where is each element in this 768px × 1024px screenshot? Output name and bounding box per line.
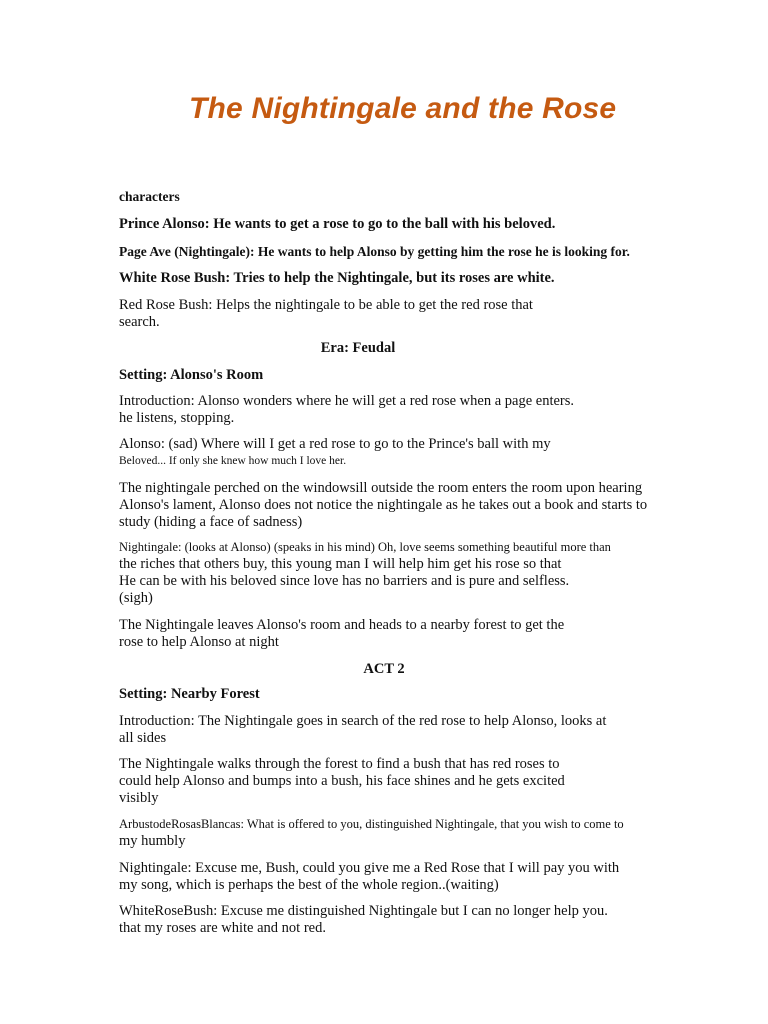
- white-rose-bush-dialogue: [119, 816, 624, 850]
- text-line: visibly: [119, 790, 159, 806]
- text-line: search.: [119, 314, 160, 330]
- text-line: He can be with his beloved since love has no barriers and is pure and selfless.: [119, 573, 570, 589]
- character-page-ave: Page Ave (Nightingale): He wants to help Alonso by getting him the rose he is looking for.: [119, 244, 630, 259]
- nightingale-dialogue-2: [119, 860, 619, 894]
- text-line: the riches that others buy, this young man I will help him get his rose so that: [119, 556, 562, 572]
- character-white-rose-bush: White Rose Bush: Tries to help the Nightingale, but its roses are white.: [119, 270, 555, 286]
- text-line: Introduction: Alonso wonders where he will get a red rose when a page enters.: [119, 393, 575, 409]
- introduction-2: [119, 713, 606, 747]
- text-line: rose to help Alonso at night: [119, 634, 279, 650]
- text-line: that my roses are white and not red.: [119, 920, 326, 936]
- narration-2: [119, 617, 564, 651]
- text-line: WhiteRoseBush: Excuse me distinguished Nightingale but I can no longer help you.: [119, 903, 608, 919]
- character-red-rose-bush: [119, 297, 533, 331]
- narration-3: [119, 756, 565, 807]
- white-rose-bush-reply: [119, 903, 608, 937]
- character-alonso: Prince Alonso: He wants to get a rose to go to the ball with his beloved.: [119, 216, 556, 232]
- act-2-heading: ACT 2: [363, 661, 405, 677]
- setting-nearby-forest: Setting: Nearby Forest: [119, 686, 260, 702]
- text-line: study (hiding a face of sadness): [119, 514, 303, 530]
- text-line: Alonso: (sad) Where will I get a red rose to go to the Prince's ball with my: [119, 436, 551, 452]
- text-line: The nightingale perched on the windowsill outside the room enters the room upon hearing: [119, 480, 643, 496]
- text-line: The Nightingale leaves Alonso's room and heads to a nearby forest to get the: [119, 617, 565, 633]
- alonso-dialogue: [119, 436, 551, 470]
- text-line: he listens, stopping.: [119, 410, 235, 426]
- text-line: Introduction: The Nightingale goes in search of the red rose to help Alonso, looks at: [119, 713, 607, 729]
- text-line: (sigh): [119, 590, 153, 606]
- text-line: Beloved... If only she knew how much I love her.: [119, 455, 347, 467]
- text-line: Alonso's lament, Alonso does not notice the nightingale as he takes out a book and starts to: [119, 497, 648, 513]
- narration-1: [119, 480, 647, 531]
- text-line: Nightingale: (looks at Alonso) (speaks in his mind) Oh, love seems something beautiful more than: [119, 540, 611, 554]
- setting-alonsos-room: Setting: Alonso's Room: [119, 367, 264, 383]
- text-line: my humbly: [119, 833, 186, 849]
- text-line: my song, which is perhaps the best of the whole region..(waiting): [119, 877, 499, 893]
- text-line: Red Rose Bush: Helps the nightingale to be able to get the red rose that: [119, 297, 533, 313]
- text-line: Nightingale: Excuse me, Bush, could you give me a Red Rose that I will pay you with: [119, 860, 620, 876]
- document-title: The Nightingale and the Rose: [189, 92, 617, 125]
- introduction-1: [119, 393, 574, 427]
- text-line: could help Alonso and bumps into a bush, his face shines and he gets excited: [119, 773, 565, 789]
- text-line: The Nightingale walks through the forest to find a bush that has red roses to: [119, 756, 560, 772]
- era-heading: Era: Feudal: [320, 340, 396, 356]
- text-line: all sides: [119, 730, 167, 746]
- text-line: ArbustodeRosasBlancas: What is offered to you, distinguished Nightingale, that you wish to come to: [119, 817, 624, 831]
- characters-heading: characters: [119, 189, 180, 204]
- nightingale-dialogue: [119, 539, 611, 607]
